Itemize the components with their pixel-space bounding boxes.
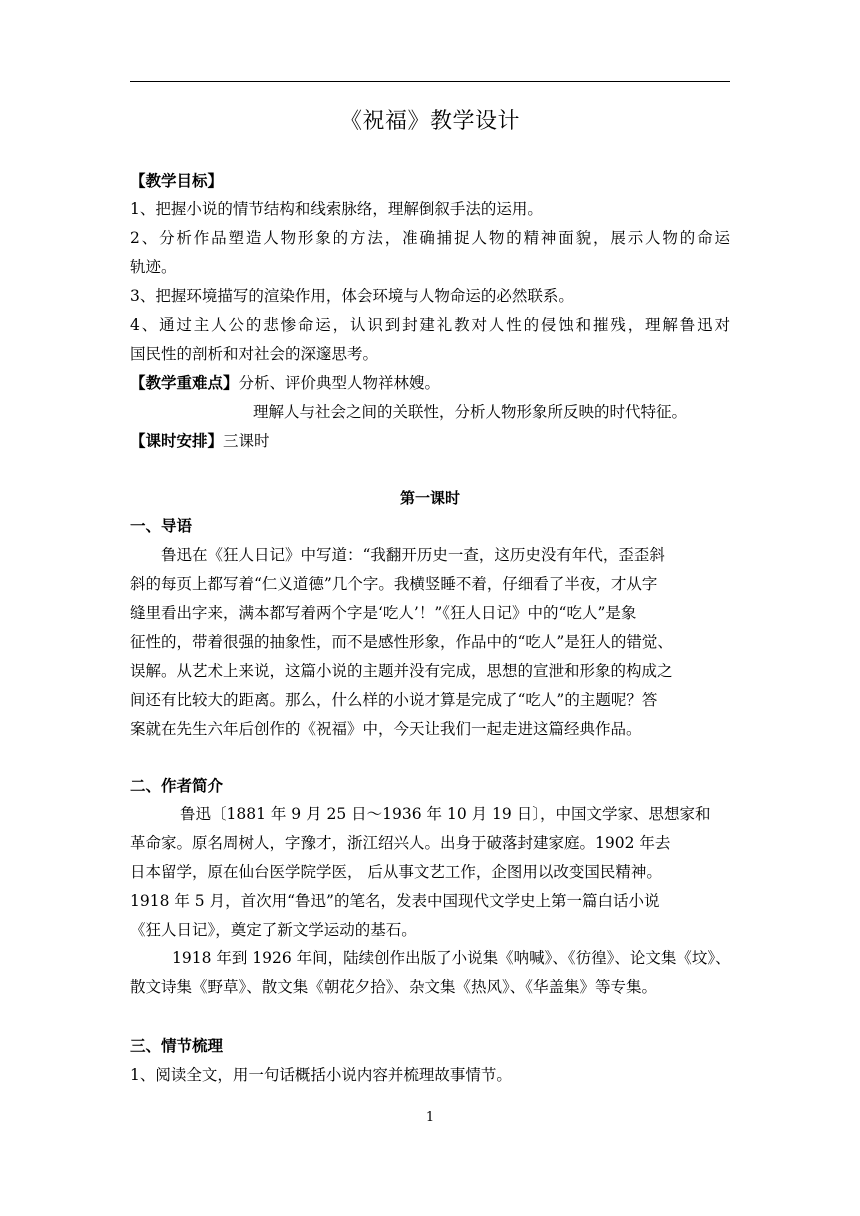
author-line-2: 革命家。原名周树人，字豫才，浙江绍兴人。出身于破落封建家庭。1902 年去 bbox=[130, 834, 671, 852]
header-rule bbox=[130, 81, 730, 82]
key-point-2: 理解人与社会之间的关联性，分析人物形象所反映的时代特征。 bbox=[253, 403, 688, 421]
section-3-heading: 三、情节梳理 bbox=[130, 1037, 224, 1055]
goal-3: 3、把握环境描写的渲染作用，体会环境与人物命运的必然联系。 bbox=[130, 287, 574, 305]
page-number: 1 bbox=[425, 1110, 435, 1125]
key-point-1: 分析、评价典型人物祥林嫂。 bbox=[238, 374, 441, 392]
schedule-value: 三课时 bbox=[223, 432, 270, 450]
goal-2-line-1: 2、分析作品塑造人物形象的方法，准确捕捉人物的精神面貌，展示人物的命运 bbox=[130, 229, 730, 247]
intro-line-6: 间还有比较大的距离。那么，什么样的小说才算是完成了“吃人”的主题呢？答 bbox=[130, 691, 658, 709]
author-line-6: 1918 年到 1926 年间，陆续创作出版了小说集《呐喊》、《彷徨》、论文集《坟》、 bbox=[172, 949, 731, 967]
goals-heading: 【教学目标】 bbox=[130, 172, 224, 190]
author-line-3: 日本留学，原在仙台医学院学医， 后从事文艺工作，企图用以改变国民精神。 bbox=[130, 863, 662, 881]
key-points-heading: 【教学重难点】 bbox=[130, 374, 239, 392]
author-line-4: 1918 年 5 月，首次用“鲁迅”的笔名，发表中国现代文学史上第一篇白话小说 bbox=[130, 892, 660, 910]
plot-line-1: 1、阅读全文，用一句话概括小说内容并梳理故事情节。 bbox=[130, 1066, 512, 1084]
author-line-5: 《狂人日记》，奠定了新文学运动的基石。 bbox=[130, 921, 417, 939]
intro-line-3: 缝里看出字来，满本都写着两个字是‘吃人’！”《狂人日记》中的“吃人”是象 bbox=[130, 604, 637, 622]
intro-line-5: 误解。从艺术上来说，这篇小说的主题并没有完成，思想的宣泄和形象的构成之 bbox=[130, 662, 673, 680]
goal-4-line-2: 国民性的剖析和对社会的深邃思考。 bbox=[130, 345, 379, 363]
section-1-heading: 一、导语 bbox=[130, 517, 193, 535]
author-line-7: 散文诗集《野草》、散文集《朝花夕拾》、杂文集《热风》、《华盖集》等专集。 bbox=[130, 978, 658, 996]
intro-line-4: 征性的，带着很强的抽象性，而不是感性形象，作品中的“吃人”是狂人的错觉、 bbox=[130, 633, 673, 651]
document-title: 《祝福》教学设计 bbox=[339, 109, 520, 134]
schedule-heading: 【课时安排】 bbox=[130, 432, 224, 450]
key-points-row bbox=[130, 373, 440, 393]
author-line-1: 鲁迅〔1881 年 9 月 25 日～1936 年 10 月 19 日〕，中国文学家、思想家和 bbox=[180, 805, 711, 823]
section-2-heading: 二、作者简介 bbox=[130, 777, 224, 795]
lesson-title: 第一课时 bbox=[399, 489, 460, 507]
schedule-row bbox=[130, 431, 270, 451]
goal-2-line-2: 轨迹。 bbox=[130, 258, 177, 276]
goal-4-line-1: 4、通过主人公的悲惨命运，认识到封建礼教对人性的侵蚀和摧残，理解鲁迅对 bbox=[130, 316, 730, 334]
goal-1: 1、把握小说的情节结构和线索脉络，理解倒叙手法的运用。 bbox=[130, 200, 543, 218]
intro-line-2: 斜的每页上都写着“仁义道德”几个字。我横竖睡不着，仔细看了半夜，才从字 bbox=[130, 575, 658, 593]
intro-line-1: 鲁迅在《狂人日记》中写道：“我翻开历史一查，这历史没有年代，歪歪斜 bbox=[161, 546, 665, 564]
intro-line-7: 案就在先生六年后创作的《祝福》中，今天让我们一起走进这篇经典作品。 bbox=[130, 720, 642, 738]
